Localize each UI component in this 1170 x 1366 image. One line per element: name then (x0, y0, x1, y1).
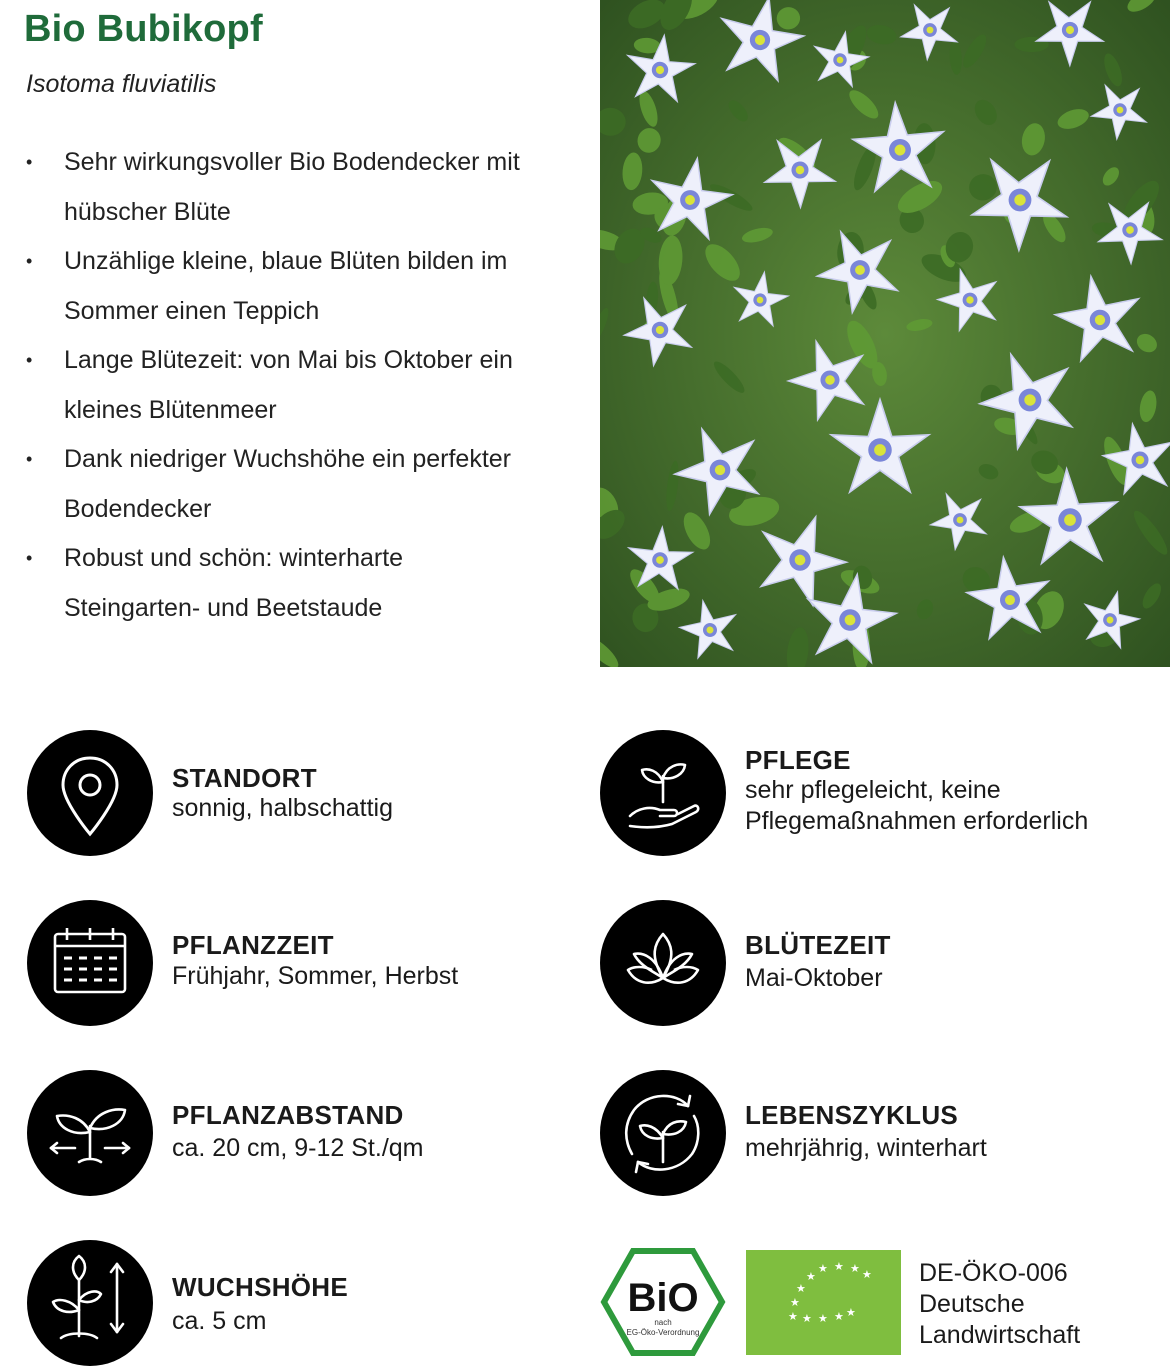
eu-star: ★ (790, 1296, 800, 1309)
flower-photo-illustration (600, 0, 1170, 667)
svg-text:BiO: BiO (627, 1276, 699, 1320)
seedling-hand-icon (600, 730, 726, 856)
lotus-flower-icon (600, 900, 726, 1026)
feature-value: ca. 5 cm (172, 1307, 267, 1335)
feature-value: Frühjahr, Sommer, Herbst (172, 962, 459, 990)
feature-bullet-list (24, 138, 584, 633)
list-item: • Dank niedriger Wuchshöhe ein perfekter Bodendecker (24, 435, 584, 534)
list-item: • Lange Blütezeit: von Mai bis Oktober ein kleines Blütenmeer (24, 336, 584, 435)
eu-star: ★ (850, 1262, 860, 1275)
calendar-icon (27, 900, 153, 1026)
svg-text:nach: nach (654, 1318, 672, 1327)
plant-spacing-icon (27, 1070, 153, 1196)
bio-seal-logo (600, 1247, 726, 1357)
feature-value: ca. 20 cm, 9-12 St./qm (172, 1134, 424, 1162)
feature-value: Pflegemaßnahmen erforderlich (745, 807, 1089, 835)
eu-star: ★ (802, 1312, 812, 1325)
list-item: • Unzählige kleine, blaue Blüten bilden im Sommer einen Teppich (24, 237, 584, 336)
eu-leaf-stars-icon (746, 1250, 901, 1355)
certification-text (919, 1258, 1080, 1351)
bullet-dot: • (26, 548, 33, 568)
feature-label: STANDORT (172, 763, 317, 793)
recycle-plant-icon (600, 1070, 726, 1196)
eu-star: ★ (834, 1310, 844, 1323)
bullet-dot: • (26, 350, 33, 370)
eu-star: ★ (796, 1282, 806, 1295)
certification-line: Deutsche (919, 1290, 1025, 1318)
eu-star: ★ (818, 1312, 828, 1325)
botanical-name: Isotoma fluviatilis (26, 70, 217, 98)
feature-label: PFLEGE (745, 745, 851, 775)
svg-text:EG-Öko-Verordnung: EG-Öko-Verordnung (626, 1328, 700, 1337)
feature-label: PFLANZZEIT (172, 930, 334, 960)
feature-label: BLÜTEZEIT (745, 930, 891, 960)
feature-label: WUCHSHÖHE (172, 1272, 349, 1302)
eu-star: ★ (834, 1260, 844, 1273)
feature-value: sehr pflegeleicht, keine (745, 776, 1001, 804)
list-item: • Robust und schön: winterharte Steingarten- und Beetstaude (24, 534, 584, 633)
bullet-dot: • (26, 251, 33, 271)
product-title: Bio Bubikopf (24, 8, 263, 50)
list-item: • Sehr wirkungsvoller Bio Bodendecker mit hübscher Blüte (24, 138, 584, 237)
eu-star: ★ (818, 1262, 828, 1275)
feature-value: Mai-Oktober (745, 964, 883, 992)
eu-star: ★ (862, 1268, 872, 1281)
product-photo (600, 0, 1170, 667)
eu-star: ★ (846, 1306, 856, 1319)
eu-star: ★ (806, 1270, 816, 1283)
bullet-dot: • (26, 449, 33, 469)
feature-label: LEBENSZYKLUS (745, 1100, 959, 1130)
eu-organic-logo (746, 1250, 901, 1355)
plant-height-icon (27, 1240, 153, 1366)
certification-line: Landwirtschaft (919, 1321, 1081, 1349)
eu-star: ★ (788, 1310, 798, 1323)
certification-code: DE-ÖKO-006 (919, 1259, 1068, 1287)
feature-value: mehrjährig, winterhart (745, 1134, 987, 1162)
feature-value: sonnig, halbschattig (172, 794, 393, 822)
feature-label: PFLANZABSTAND (172, 1100, 404, 1130)
location-pin-icon (27, 730, 153, 856)
bullet-dot: • (26, 152, 33, 172)
